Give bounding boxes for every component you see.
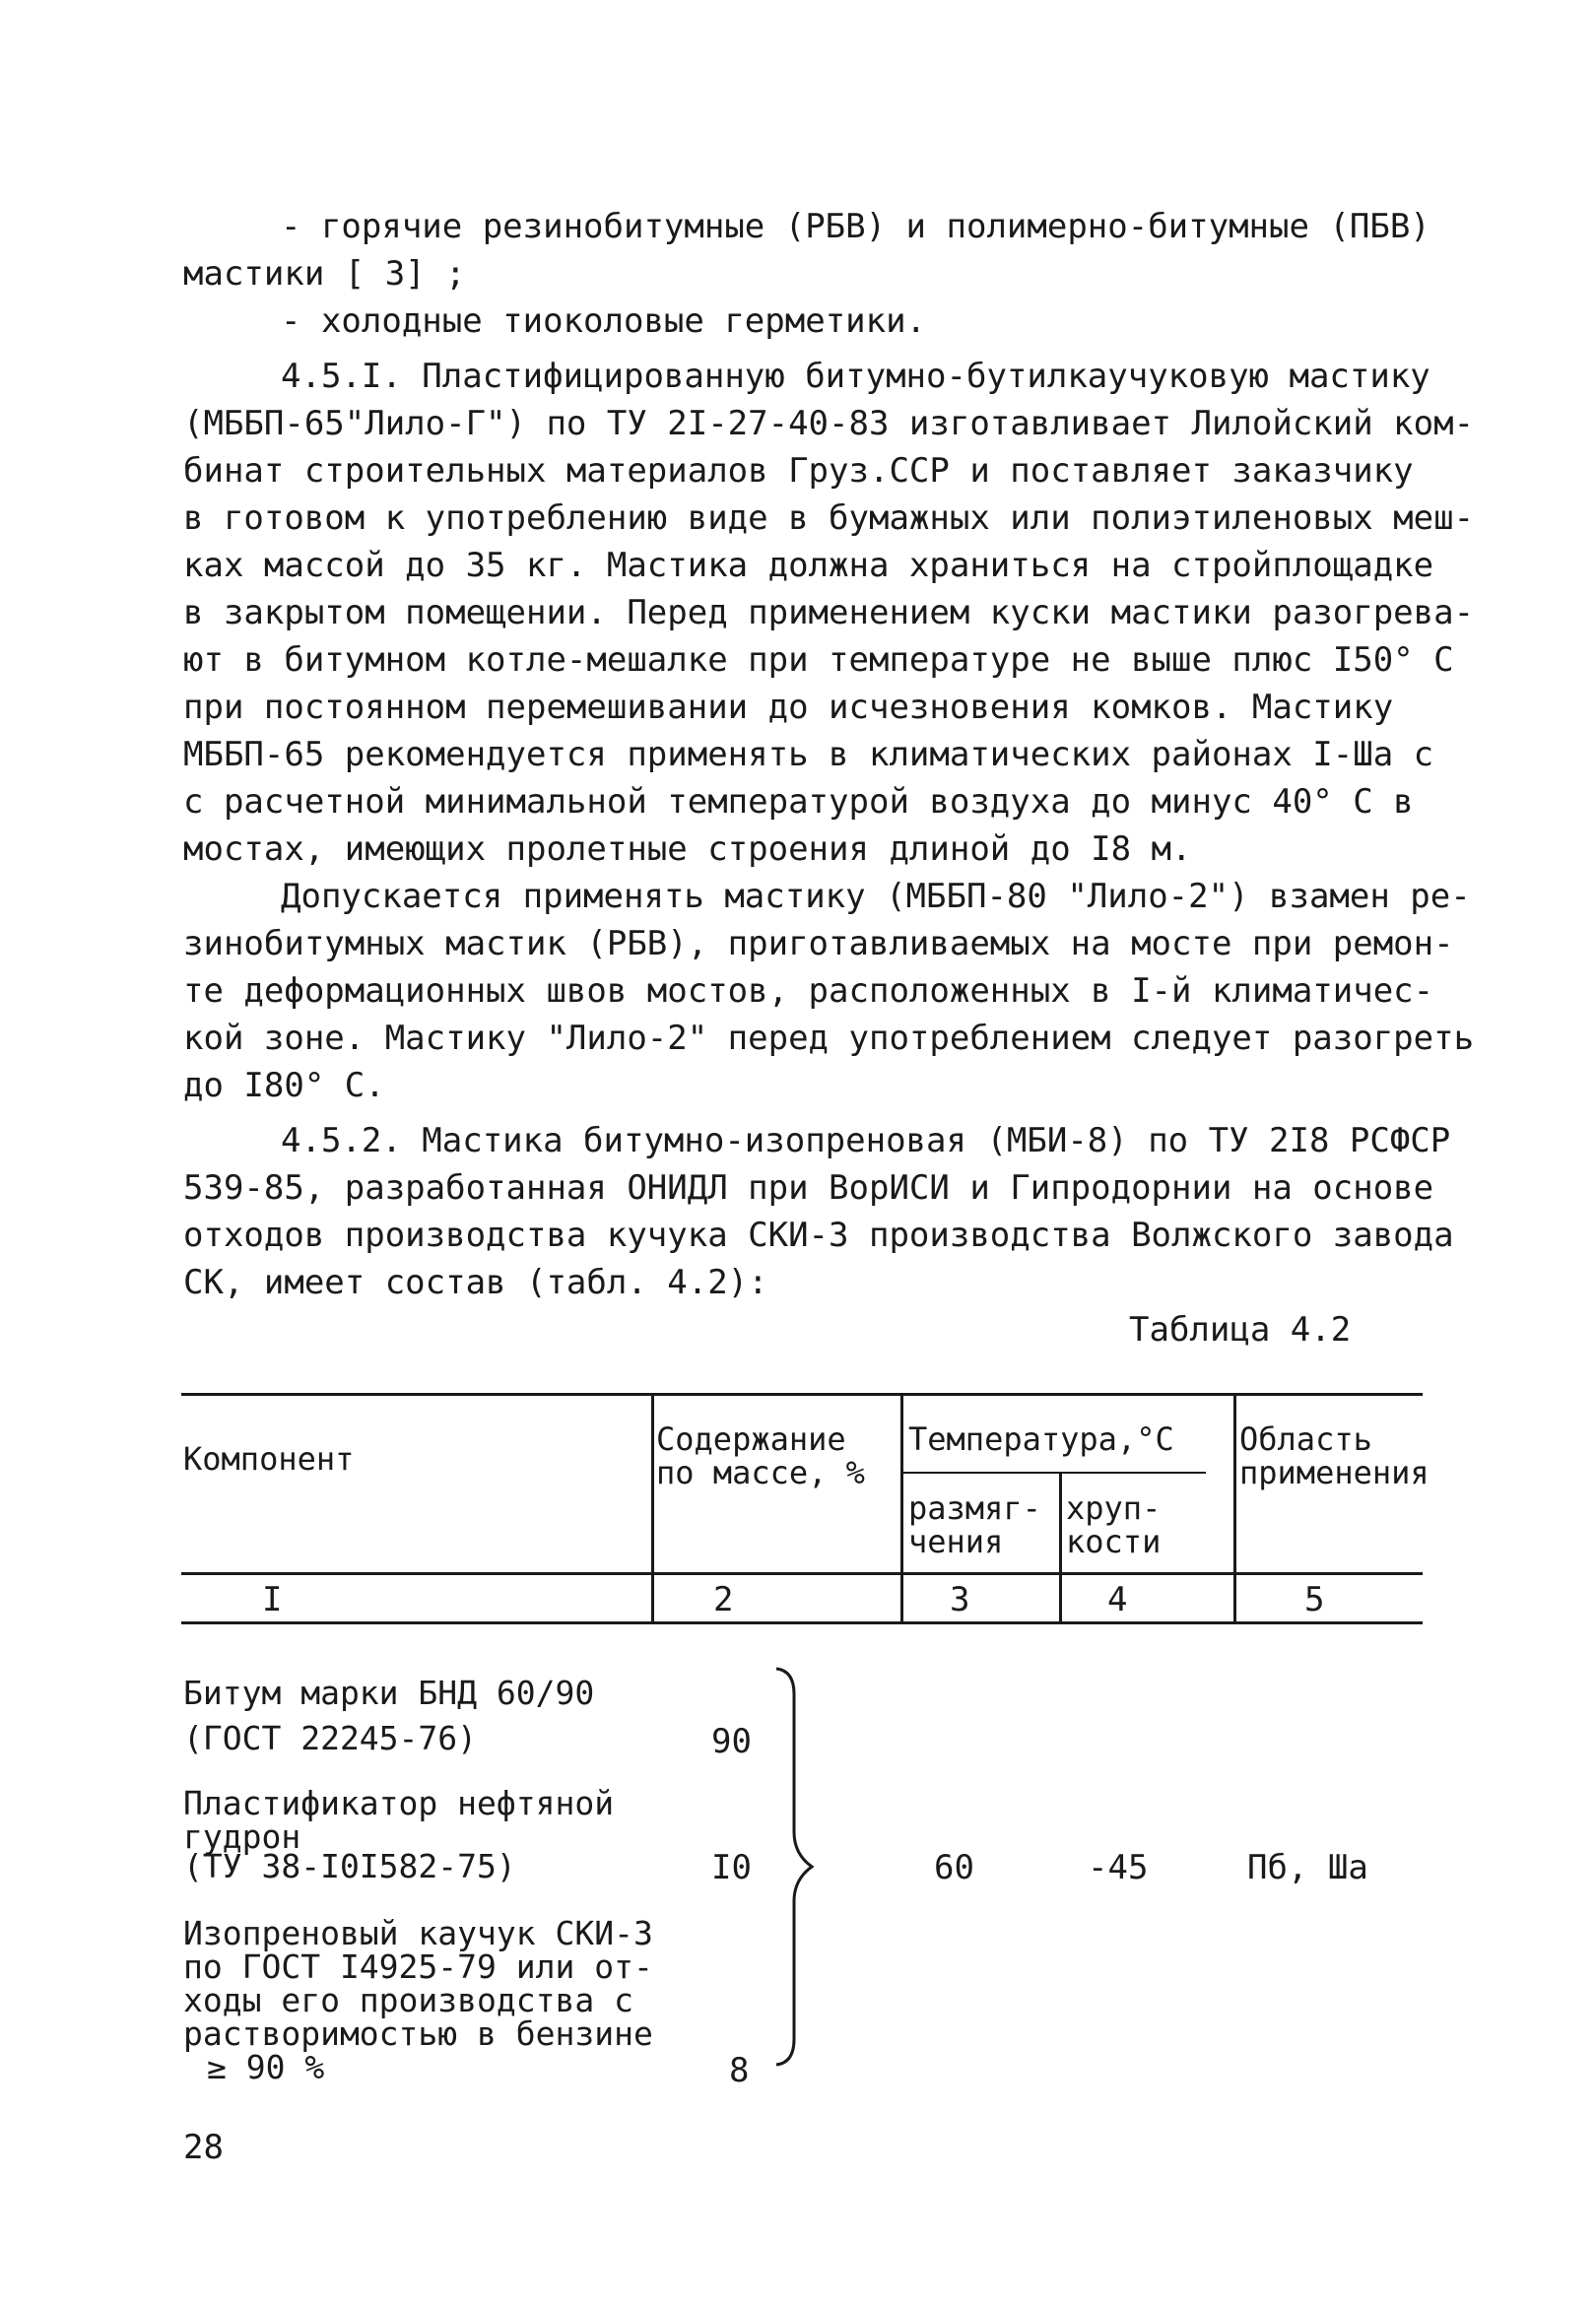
- row-component: гудрон: [183, 1817, 301, 1856]
- table-divider: [651, 1393, 654, 1624]
- text-line: СК, имеет состав (табл. 4.2):: [183, 1263, 768, 1302]
- table-divider: [1233, 1393, 1236, 1624]
- text-line: - холодные тиоколовые герметики.: [281, 301, 927, 341]
- row-component: растворимостью в бензине: [183, 2014, 653, 2053]
- header-softening: размяг-: [908, 1489, 1041, 1527]
- table-divider: [1059, 1472, 1062, 1624]
- header-content: Содержание: [656, 1420, 846, 1458]
- column-number: 5: [1304, 1580, 1325, 1619]
- table-top-rule: [181, 1393, 1423, 1396]
- page-number: 28: [183, 2128, 224, 2167]
- softening-value: 60: [934, 1848, 974, 1887]
- column-number: 3: [950, 1580, 970, 1619]
- text-line: при постоянном перемешивании до исчезновения комков. Мастику: [183, 688, 1394, 727]
- row-component: Пластификатор нефтяной: [183, 1784, 615, 1822]
- text-line: - горячие резинобитумные (РБВ) и полимерно-битумные (ПБВ): [281, 207, 1430, 246]
- table-divider: [900, 1393, 903, 1624]
- text-line: 4.5.2. Мастика битумно-изопреновая (МБИ-8) по ТУ 2I8 РСФСР: [281, 1121, 1451, 1160]
- text-line: ках массой до 35 кг. Мастика должна храниться на стройплощадке: [183, 546, 1434, 585]
- text-line: Допускается применять мастику (МББП-80 "Лило-2") взамен ре-: [281, 877, 1471, 916]
- header-bottom-rule: [181, 1572, 1423, 1575]
- row-content-value: I0: [711, 1848, 752, 1887]
- header-brittleness: кости: [1066, 1523, 1162, 1560]
- text-line: отходов производства кучука СКИ-3 производства Волжского завода: [183, 1216, 1454, 1255]
- text-line: те деформационных швов мостов, расположенных в I-й климатичес-: [183, 971, 1434, 1011]
- text-line: мастики [ 3] ;: [183, 254, 466, 294]
- application-area-value: Пб, Ша: [1247, 1848, 1368, 1887]
- header-temperature: Температура,°С: [908, 1420, 1174, 1458]
- row-component: по ГОСТ I4925-79 или от-: [183, 1947, 653, 1986]
- text-line: кой зоне. Мастику "Лило-2" перед употреблением следует разогреть: [183, 1019, 1475, 1058]
- header-content: по массе, %: [656, 1454, 865, 1491]
- temperature-subrule: [902, 1472, 1206, 1474]
- row-component: ≥ 90 %: [207, 2048, 325, 2086]
- text-line: бинат строительных материалов Груз.ССР и поставляет заказчику: [183, 451, 1414, 491]
- text-line: ют в битумном котле-мешалке при температуре не выше плюс I50° С: [183, 640, 1454, 680]
- header-component: Компонент: [183, 1440, 355, 1478]
- header-brittleness: хруп-: [1066, 1489, 1162, 1527]
- row-content-value: 90: [711, 1722, 752, 1761]
- column-number: 2: [713, 1580, 734, 1619]
- text-line: 539-85, разработанная ОНИДЛ при ВорИСИ и Гипродорнии на основе: [183, 1168, 1434, 1208]
- text-line: до I80° С.: [183, 1066, 385, 1105]
- curly-brace-icon: [768, 1665, 828, 2069]
- text-line: 4.5.I. Пластифицированную битумно-бутилкаучуковую мастику: [281, 357, 1430, 396]
- header-area: Область: [1239, 1420, 1372, 1458]
- row-content-value: 8: [729, 2051, 750, 2090]
- numbers-bottom-rule: [181, 1621, 1423, 1624]
- header-area: применения: [1239, 1454, 1430, 1491]
- row-component: (ГОСТ 22245-76): [183, 1719, 478, 1757]
- text-line: МББП-65 рекомендуется применять в климатических районах I-Ша с: [183, 735, 1434, 774]
- brittleness-value: -45: [1088, 1848, 1149, 1887]
- text-line: в готовом к употреблению виде в бумажных или полиэтиленовых меш-: [183, 498, 1475, 538]
- table-caption: Таблица 4.2: [1129, 1310, 1352, 1350]
- row-component: (ТУ 38-I0I582-75): [183, 1847, 516, 1885]
- row-component: Изопреновый каучук СКИ-3: [183, 1914, 653, 1952]
- text-line: зинобитумных мастик (РБВ), приготавливаемых на мосте при ремон-: [183, 924, 1454, 963]
- row-component: ходы его производства с: [183, 1981, 633, 2019]
- text-line: мостах, имеющих пролетные строения длиной до I8 м.: [183, 829, 1192, 869]
- text-line: с расчетной минимальной температурой воздуха до минус 40° С в: [183, 782, 1414, 822]
- column-number: I: [262, 1580, 283, 1619]
- header-softening: чения: [908, 1523, 1004, 1560]
- column-number: 4: [1107, 1580, 1128, 1619]
- row-component: Битум марки БНД 60/90: [183, 1674, 595, 1712]
- text-line: в закрытом помещении. Перед применением куски мастики разогрева-: [183, 593, 1475, 632]
- text-line: (МББП-65"Лило-Г") по ТУ 2I-27-40-83 изготавливает Лилойский ком-: [183, 404, 1475, 443]
